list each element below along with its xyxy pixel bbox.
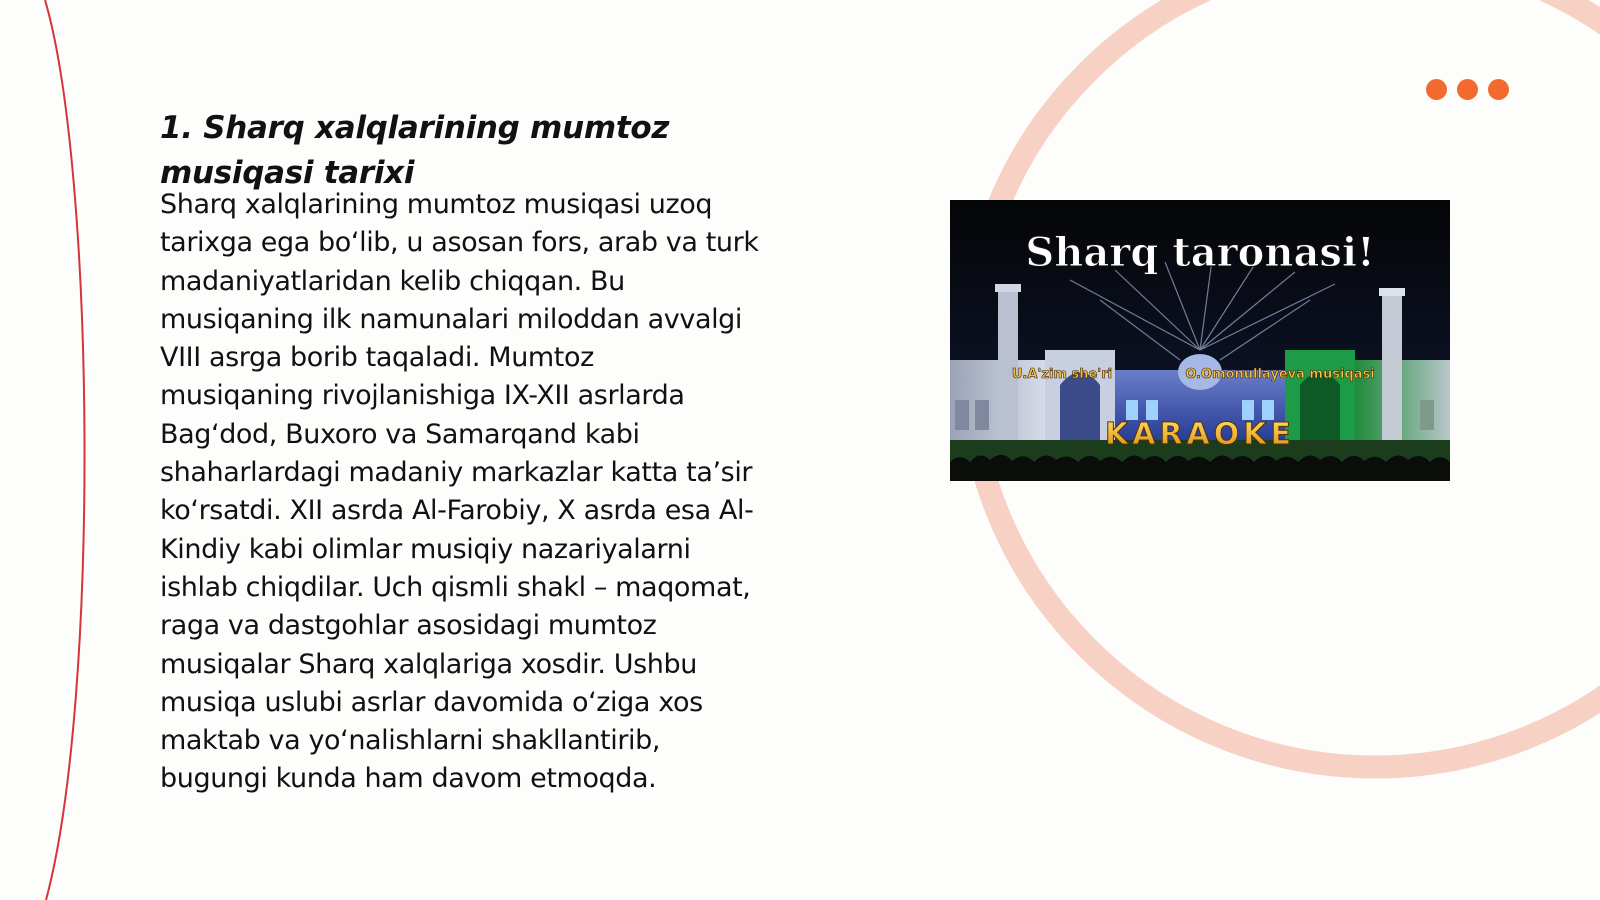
body-line: shaharlardagi madaniy markazlar katta ta’sir (160, 457, 753, 489)
body-line: ishlab chiqdilar. Uch qismli shakl – maqomat, (160, 571, 751, 603)
dot-icon (1426, 79, 1447, 100)
body-line: VIII asrga borib taqaladi. Mumtoz (160, 342, 594, 374)
dot-icon (1488, 79, 1509, 100)
body-line: musiqaning ilk namunalari miloddan avvalgi (160, 303, 743, 335)
slide-title: 1. Sharq xalqlarining mumtoz musiqasi tarixi (160, 110, 670, 191)
body-line: Bag‘dod, Buxoro va Samarqand kabi (160, 418, 640, 450)
slide-body-text (160, 186, 860, 799)
body-line: musiqalar Sharq xalqlariga xosdir. Ushbu (160, 648, 697, 680)
image-karaoke-label: KARAOKE (1104, 417, 1296, 452)
body-line: madaniyatlaridan kelib chiqqan. Bu (160, 265, 625, 297)
body-line: musiqaning rivojlanishiga IX-XII asrlarda (160, 380, 685, 412)
dot-icon (1457, 79, 1478, 100)
image-title: Sharq taronasi! (1025, 229, 1375, 276)
body-line: musiqa uslubi asrlar davomida o‘ziga xos (160, 686, 703, 718)
body-line: maktab va yo‘nalishlarni shakllantirib, (160, 725, 661, 757)
body-line: Sharq xalqlarining mumtoz musiqasi uzoq (160, 189, 713, 220)
decorative-left-line (45, 0, 85, 900)
karaoke-photo (950, 200, 1450, 481)
image-credit-left: U.A'zim she'ri (1011, 367, 1113, 382)
crowd (950, 455, 1450, 481)
body-line: ko‘rsatdi. XII asrda Al-Farobiy, X asrda esa Al- (160, 495, 754, 527)
karaoke-photo-art (950, 200, 1450, 481)
three-dots-icon (1426, 79, 1512, 101)
image-credit-right: O.Omonullayeva musiqasi (1185, 367, 1375, 382)
body-line: raga va dastgohlar asosidagi mumtoz (160, 610, 657, 642)
body-line: bugungi kunda ham davom etmoqda. (160, 763, 657, 795)
body-line: tarixga ega bo‘lib, u asosan fors, arab va turk (160, 227, 759, 259)
body-line: Kindiy kabi olimlar musiqiy nazariyalarni (160, 533, 691, 565)
